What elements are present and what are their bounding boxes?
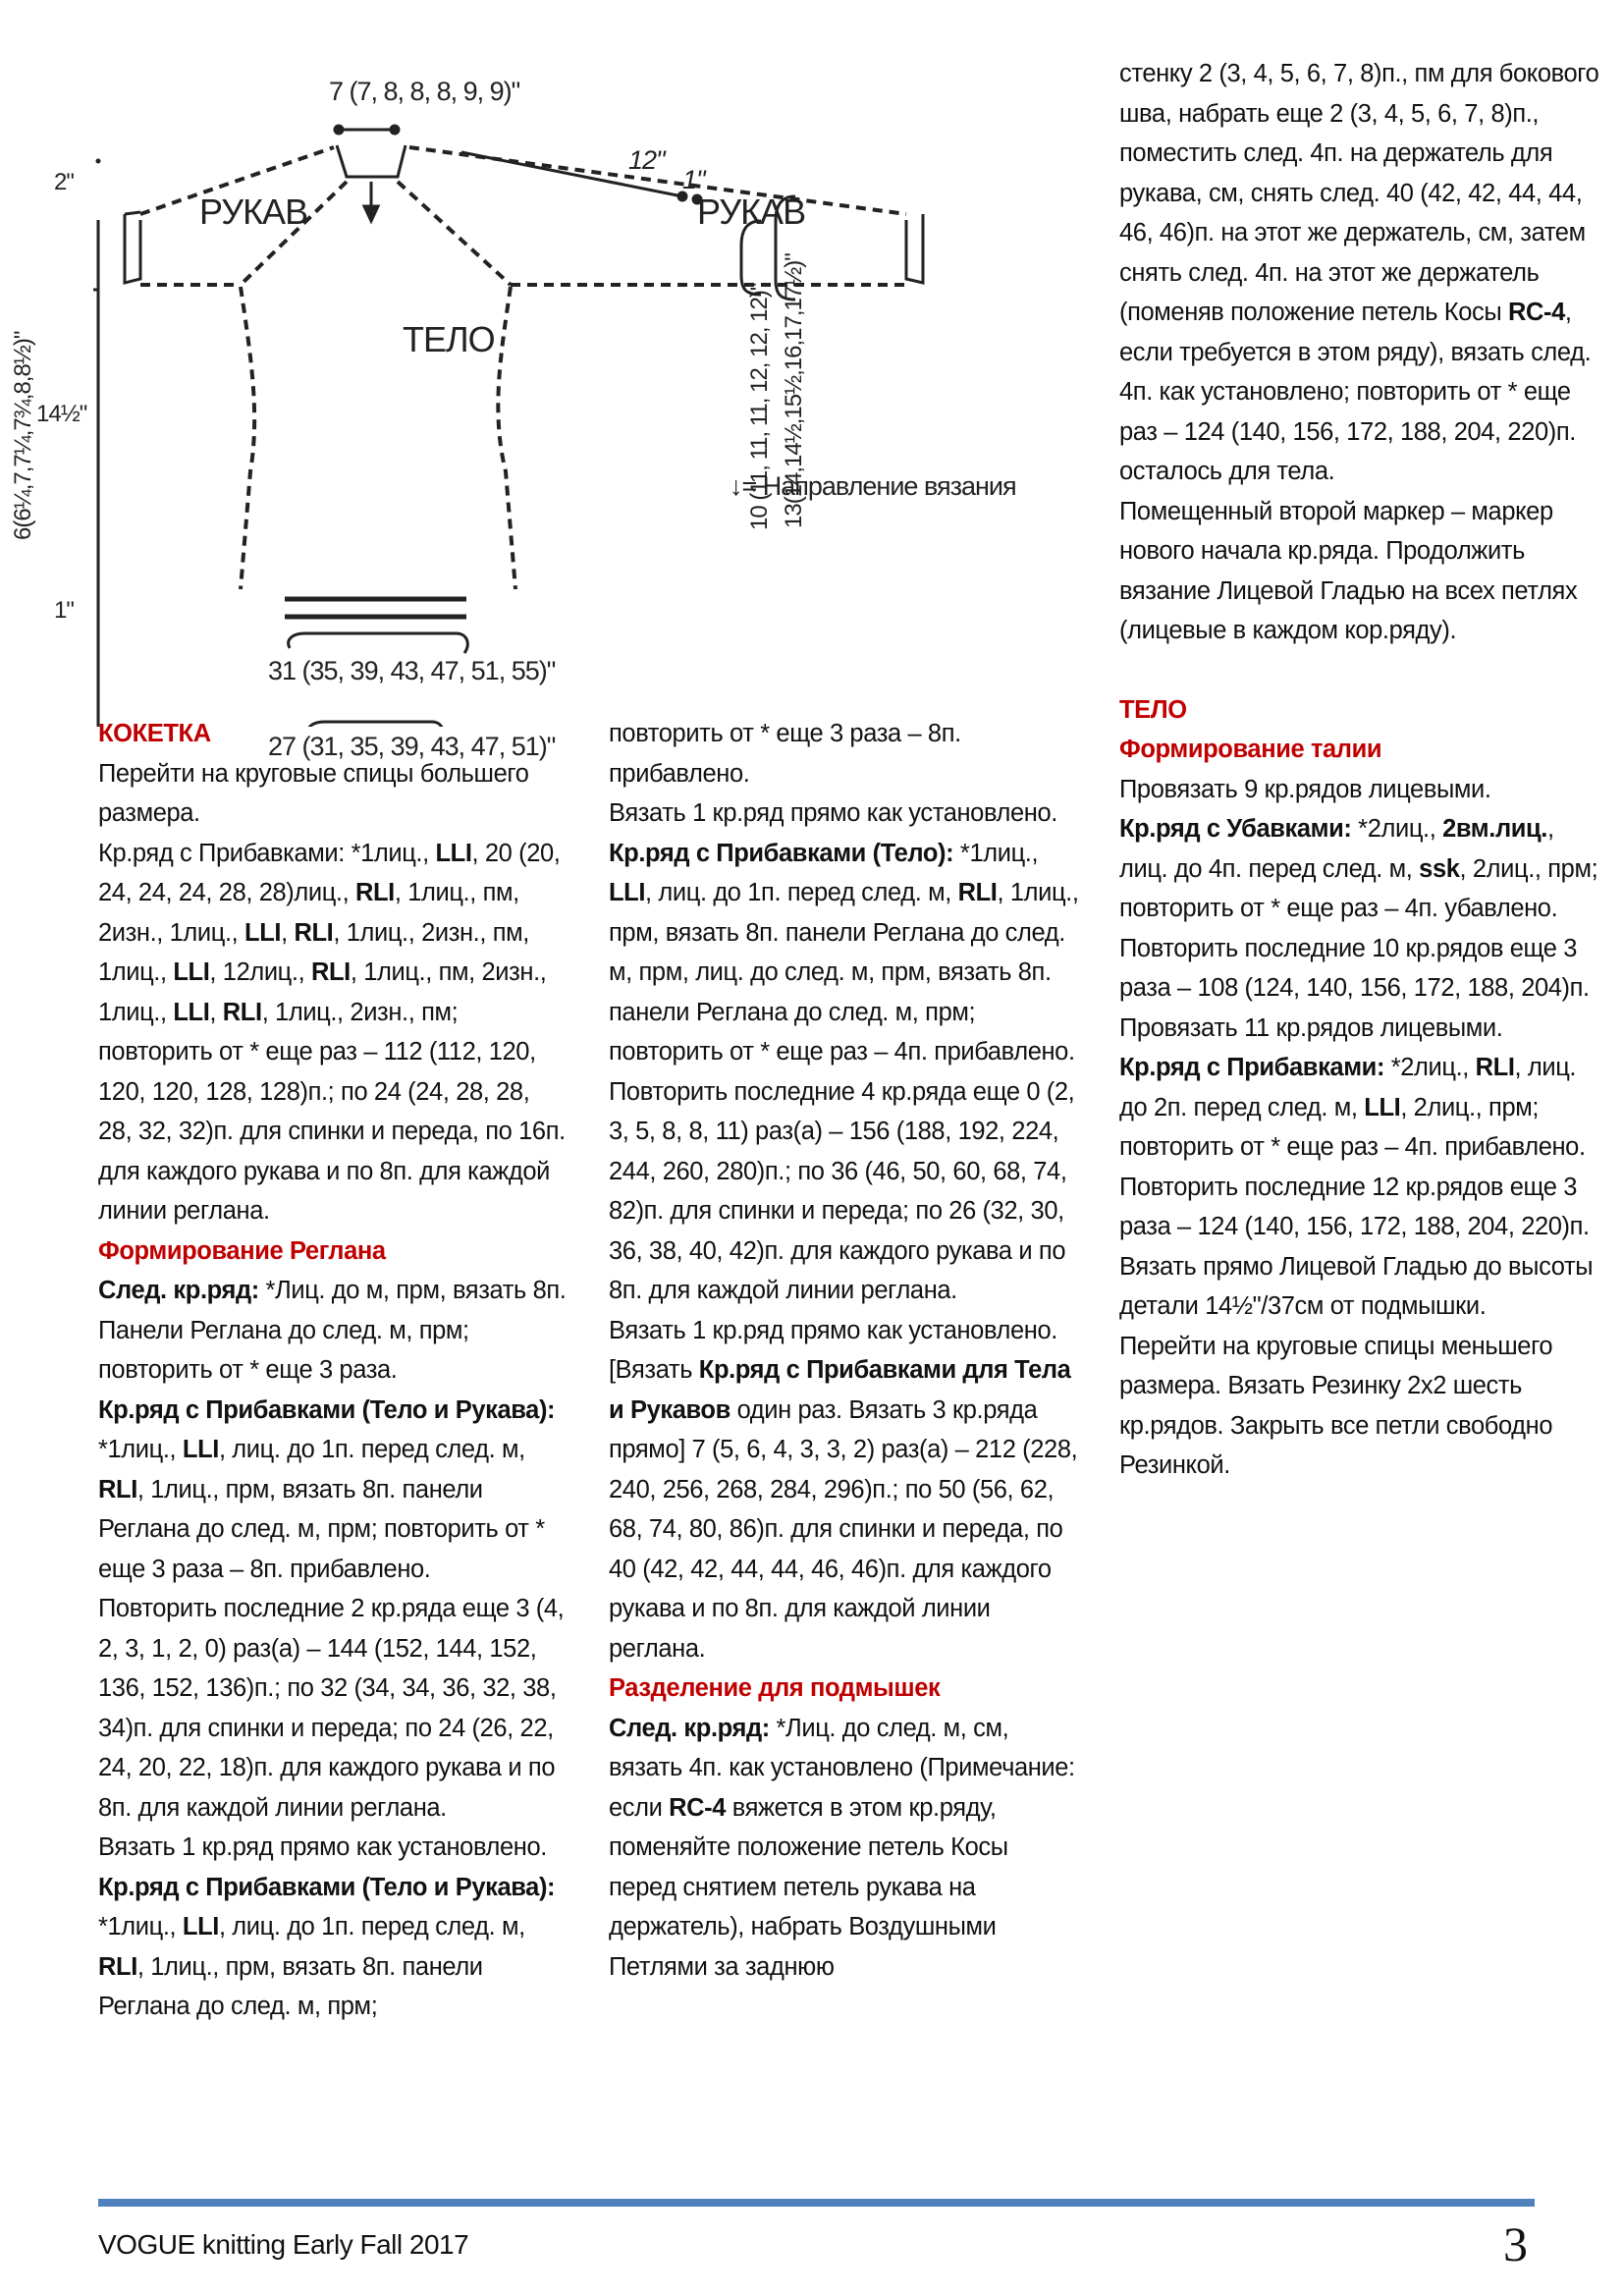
cuff-depth-label: 1" bbox=[682, 165, 705, 194]
paragraph: Помещенный второй маркер – маркер нового начала кр.ряда. Продолжить вязание Лицевой Гладью на всех петлях (лицевые в каждом кор.ряду). bbox=[1119, 497, 1578, 644]
paragraph: стенку 2 (3, 4, 5, 6, 7, 8)п., пм для бокового шва, набрать еще 2 (3, 4, 5, 6, 7, 8)п., поместить след. 4п. на держатель для рукава, см, снять след. 40 (42, 42, 44, 44, 46, 46)п. на этот же держатель, см, затем снять след. 4п. на этот же держатель (поменяв положение петель Косы RC-4, если требуется в этом ряду), вязать след. 4п. как установлено; повторить от * еще раз – 124 (140, 156, 172, 188, 204, 220)п. осталось для тела. bbox=[1119, 60, 1599, 485]
paragraph: Кр.ряд с Прибавками (Тело): *1лиц., LLI, лиц. до 1п. перед след. м, RLI, 1лиц., прм, вязать 8п. панели Реглана до след. м, прм, лиц. до след. м, прм, вязать 8п. панели Реглана до след. м, прм; повторить от * еще раз – 4п. прибавлено. bbox=[609, 839, 1079, 1066]
paragraph: повторить от * еще 3 раза – 8п. прибавлено. bbox=[609, 720, 961, 788]
yoke-height-label: 6(6¼,7,7¼,7¾,8,8½)" bbox=[10, 331, 36, 540]
upper-arm-circumference-label: 13(14,14½,15½,16,17,17½)" bbox=[781, 253, 807, 528]
paragraph: Вязать прямо Лицевой Гладью до высоты детали 14½"/37см от подмышки. bbox=[1119, 1252, 1594, 1320]
paragraph: Вязать 1 кр.ряд прямо как установлено. bbox=[609, 1316, 1057, 1344]
paragraph: Кр.ряд с Прибавками: *1лиц., LLI, 20 (20, 24, 24, 24, 28, 28)лиц., RLI, 1лиц., пм, 2изн., 1лиц., LLI, RLI, 1лиц., 2изн., пм, 1лиц., LLI, 12лиц., RLI, 1лиц., пм, 2изн., 1лиц., LLI, RLI, 1лиц., 2изн., пм; повторить от * еще раз – 112 (112, 120, 120, 120, 128, 128)п.; по 24 (24, 28, 28, 28, 32, 32)п. для спинки и переда, по 16п. для каждого рукава и по 8п. для каждой линии реглана. bbox=[98, 839, 566, 1225]
column-1 bbox=[98, 714, 569, 2027]
heading-yoke: КОКЕТКА bbox=[98, 720, 211, 747]
page-number: 3 bbox=[1503, 2216, 1528, 2271]
hem-depth-label: 1" bbox=[54, 597, 74, 624]
footer-publication-title: VOGUE knitting Early Fall 2017 bbox=[98, 2229, 469, 2260]
hem-circumference-label: 27 (31, 35, 39, 43, 47, 51)" bbox=[268, 732, 556, 761]
heading-body: ТЕЛО bbox=[1119, 695, 1187, 724]
spacer bbox=[1119, 651, 1600, 690]
paragraph: Кр.ряд с Прибавками: *2лиц., RLI, лиц. до 2п. перед след. м, LLI, 2лиц., прм; повторить от * еще раз – 4п. прибавлено. bbox=[1119, 1054, 1586, 1161]
paragraph: След. кр.ряд: *Лиц. до след. м, см, вязать 4п. как установлено (Примечание: если RC-4 вяжется в этом кр.ряду, поменяйте положение петель Косы перед снятием петель рукава на держатель), набрать Воздушными Петлями за заднюю bbox=[609, 1714, 1075, 1981]
paragraph: Повторить последние 2 кр.ряда еще 3 (4, 2, 3, 1, 2, 0) раз(а) – 144 (152, 144, 152, 136, 152, 136)п.; по 32 (34, 34, 36, 32, 38, 34)п. для спинки и переда; по 24 (26, 22, 24, 20, 22, 18)п. для каждого рукава и по 8п. для каждой линии реглана. bbox=[98, 1595, 565, 1822]
column-2 bbox=[609, 714, 1080, 1987]
schematic-drawing bbox=[93, 59, 1075, 727]
paragraph: Вязать 1 кр.ряд прямо как установлено. bbox=[609, 799, 1057, 827]
paragraph: Повторить последние 10 кр.рядов еще 3 раза – 108 (124, 140, 156, 172, 188, 204)п. Провязать 11 кр.рядов лицевыми. bbox=[1119, 934, 1590, 1042]
heading-waist-shaping: Формирование талии bbox=[1119, 736, 1382, 763]
paragraph: След. кр.ряд: *Лиц. до м, прм, вязать 8п. Панели Реглана до след. м, прм; повторить от * еще 3 раза. bbox=[98, 1277, 567, 1384]
body-length-label: 14½" bbox=[36, 401, 87, 427]
paragraph: Кр.ряд с Убавками: *2лиц., 2вм.лиц., лиц. до 4п. перед след. м, ssk, 2лиц., прм; повторить от * еще раз – 4п. убавлено. bbox=[1119, 815, 1598, 922]
neck-width-label: 7 (7, 8, 8, 8, 9, 9)" bbox=[329, 77, 520, 106]
yoke-depth-label: 2" bbox=[54, 169, 74, 195]
sleeve-left-label: РУКАВ bbox=[199, 191, 308, 232]
paragraph: Вязать 1 кр.ряд прямо как установлено. bbox=[98, 1833, 547, 1861]
body-label: ТЕЛО bbox=[403, 319, 495, 359]
cuff-circumference-label: 10 (11, 11, 11, 12, 12, 12)" bbox=[746, 283, 773, 530]
paragraph: Перейти на круговые спицы меньшего размера. Вязать Резинку 2x2 шесть кр.рядов. Закрыть все петли свободно Резинкой. bbox=[1119, 1332, 1553, 1479]
paragraph: [Вязать Кр.ряд с Прибавками для Тела и Рукавов один раз. Вязать 3 кр.ряда прямо] 7 (5, 6, 4, 3, 3, 2) раз(а) – 212 (228, 240, 256, 268, 284, 296)п.; по 50 (56, 62, 68, 74, 80, 86)п. для спинки и переда, по 40 (42, 42, 44, 44, 46, 46)п. для каждого рукава и по 8п. для каждой линии реглана. bbox=[609, 1356, 1078, 1663]
bust-circumference-label: 31 (35, 39, 43, 47, 51, 55)" bbox=[268, 656, 556, 685]
paragraph: Повторить последние 4 кр.ряда еще 0 (2, 3, 5, 8, 8, 11) раз(а) – 156 (188, 192, 224, 244, 260, 280)п.; по 36 (46, 50, 60, 68, 74, 82)п. для спинки и переда; по 26 (32, 30, 36, 38, 40, 42)п. для каждого рукава и по 8п. для каждой линии реглана. bbox=[609, 1077, 1075, 1304]
arrow-down-icon: ↓ bbox=[730, 471, 742, 501]
column-3 bbox=[1119, 54, 1600, 1486]
paragraph: Перейти на круговые спицы большего размера. bbox=[98, 759, 529, 827]
paragraph: Повторить последние 12 кр.рядов еще 3 раза – 124 (140, 156, 172, 188, 204, 220)п. bbox=[1119, 1173, 1590, 1240]
raglan-length-label: 12" bbox=[628, 145, 665, 175]
sleeve-right-label: РУКАВ bbox=[697, 191, 806, 232]
heading-underarm-division: Разделение для подмышек bbox=[609, 1674, 941, 1702]
paragraph: Кр.ряд с Прибавками (Тело и Рукава): *1лиц., LLI, лиц. до 1п. перед след. м, RLI, 1лиц., прм, вязать 8п. панели Реглана до след. м, прм; bbox=[98, 1873, 556, 2020]
footer-divider bbox=[98, 2199, 1535, 2207]
knitting-direction-legend: ↓= Направление вязания bbox=[730, 471, 1016, 501]
paragraph: Провязать 9 кр.рядов лицевыми. bbox=[1119, 775, 1491, 803]
paragraph: Кр.ряд с Прибавками (Тело и Рукава): *1лиц., LLI, лиц. до 1п. перед след. м, RLI, 1лиц., прм, вязать 8п. панели Реглана до след. м, прм; повторить от * еще 3 раза – 8п. прибавлено. bbox=[98, 1395, 556, 1583]
heading-raglan-shaping: Формирование Реглана bbox=[98, 1236, 386, 1265]
